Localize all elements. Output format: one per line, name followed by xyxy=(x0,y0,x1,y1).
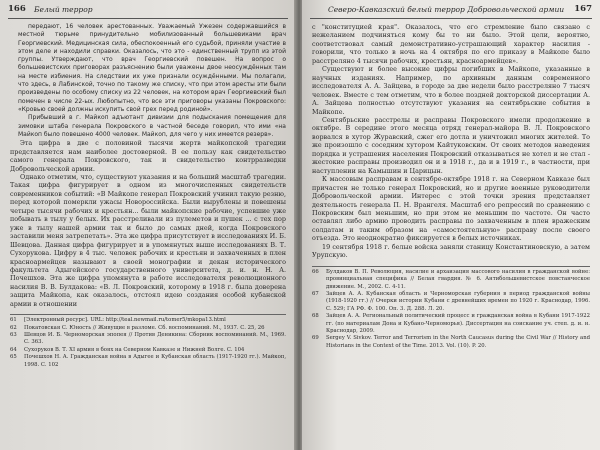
right-page xyxy=(302,0,600,450)
paragraph: Эта цифра в две с половиной тысячи жертв майкопской трагедии представляется нам наиболее достоверной. В ее пользу как свидетельство самого генерала Покровского, так и свидетельство контрразведки Добровольческой армии. xyxy=(10,139,286,173)
footnote-number: 68 xyxy=(312,313,319,320)
footnote xyxy=(312,291,590,313)
footnote-text: Покатовская С. Юность // Живущие в разломе. Сб. воспоминаний. М., 1937. С. 25, 26 xyxy=(24,324,265,331)
left-running-title: Белый террор xyxy=(34,5,93,14)
paragraph: Сентябрьские расстрелы и расправы Покровского имели продолжение в октябре. В середине этого месяца отряд генерал-майора В. Л. Покровского ворвался в хутор Журавский, сжег его дотла и уничтожил многих жителей. То же произошло с соседним хутором Кайтуковским. От своих методов наведения порядка и устрашения населения Покровский отказываться не хотел и не стал - жестокие расправы производил он и в 1918 г., да и в 1919 г., в частности, при наступлении на Камышин и Царицын. xyxy=(312,115,590,175)
left-quote-block xyxy=(18,23,286,139)
paragraph: К массовым расправам в сентябре-октябре 1918 г. на Северном Кавказе был причастен не только генерал Покровский, но и другие военные руководители Добровольческой армии. Интерес с этой точки зрения представляет деятельность генерала П. Н. Врангеля. Масштаб его репрессий по сравнению с Покровским был меньшим, но при этом не меньшим по частоте. Он часто оставлял либо армию проводить расправы по захваченным в плен вражеским солдатам и таким образом на «самостоятельную» расправу после своего отъезда. Это неоднократно фиксируется в белых источниках. xyxy=(312,175,590,243)
footnote-text: Булдаков В. П. Революция, насилие и архаизация массового насилия в гражданской войне: провинциальная специфика // Белая гвардия. № 6. Антибольшевистское повстанческое движение. М., 2002. С. 4-11. xyxy=(326,268,590,290)
right-running-title: Северо-Кавказский белый террор Добровольческой армии xyxy=(328,5,565,14)
footnote-number: 65 xyxy=(10,354,17,361)
footnote xyxy=(10,325,286,332)
footnote xyxy=(10,317,286,324)
left-page-header xyxy=(8,4,288,19)
footnote xyxy=(312,269,590,291)
footnote-number: 64 xyxy=(10,346,17,353)
footnote-number: 62 xyxy=(10,324,17,331)
footnote-number: 63 xyxy=(10,332,17,339)
footnote-number: 67 xyxy=(312,290,319,297)
footnote-text: Сухоруков В. Т. XI армия в боях на Северном Кавказе и Нижней Волге. С. 104 xyxy=(24,346,245,353)
right-page-body xyxy=(302,23,600,350)
right-footnotes xyxy=(312,266,590,350)
paragraph: 19 сентября 1918 г. белые войска заняли станицу Константиновскую, а затем Урупскую. xyxy=(312,242,590,260)
footnote-text: Sergey V. Sivkov. Terror and Terrorism in the North Caucasus during the Civil War // History and Historians in the Context of the Time. 2013. Vol. (10). P. 20. xyxy=(326,335,590,349)
footnote-text: Почешхов Н. А. Гражданская война в Адыгее и Кубанская область (1917-1920 гг.). Майкоп, 1998. С. 102 xyxy=(24,354,286,368)
footnote-text: Зайцев А. А. Кубанская область и Черноморская губерния в период гражданской войны (1918-1920 гг.) // Очерки истории Кубани с древнейших времен по 1920 г. Краснодар, 1996. С. 529; ГА РФ. Ф. 100. Оп. 3. Д. 288. Л. 20. xyxy=(326,290,590,312)
footnote xyxy=(312,335,590,350)
paragraph: с "конституцией края". Оказалось, что его стремление было связано с нежеланием подчиняться кому бы то ни было. Этой цели, вероятно, соответствовал самый демонстративно-устрашающий характер насилия - говорили, что только в ночь на 4 октября по его приказу в Майкопе было расстреляно 4 тысячи рабочих, крестьян, красноармейцев». xyxy=(312,23,590,65)
quote-paragraph: Прибывший в г. Майкоп адъютант дивизии для подыскания помещения для зимовки штаба генерала Покровского в частной беседе говорил, что ими «на Майкоп было повешено 4000 человек. Майкоп, для чего у них имеется резерв». xyxy=(18,114,286,138)
left-page-number: 166 xyxy=(8,4,26,14)
footnote-number: 66 xyxy=(312,268,319,275)
quote-paragraph: передают, 16 человек арестованных. Уважаемый Ужезен содержавшийся в местной тюрьме принудительно мобилизованный большевиками врач Георгиевский. Медицинская сила, обеспокоенный его судьбой, приняли участие в этом деле и находили справки. Оказалось, что это - единственный трупп из этой группы. Утверждают, что врач Георгиевский повешен. На вопрос о большевистских приговорах разъяснению были уважены двое неосуждённых там на месте избиения. На следствии их уже признали осуждёнными. Мы полагали, что здесь, в Лабинской, точно по такому же списку, что при этом аресты эти были произведены по особому списку из 22 человек, на котором врач Георгиевский был помечен в числе 22-ых. Любопытно, что все эти приговоры указаны Покровского: «Кровью своей должны искупить свой грех перед родиной». xyxy=(18,23,286,113)
footnote xyxy=(312,313,590,335)
footnote xyxy=(10,332,286,347)
footnote-text: [Электронный ресурс]. URL: http://teal.newmail.ru/tomer5/mkopa13.html xyxy=(24,317,226,324)
footnote-number: 69 xyxy=(312,335,319,342)
left-page xyxy=(0,0,296,450)
footnote xyxy=(10,354,286,369)
paragraph: Существуют и более высокие цифры погибших в Майкопе, указанные в научных изданиях. Например, по архивным данным современного исследователя А. А. Зайцева, в городе за две недели было расстреляно 7 тысяч человек. Вместе с тем отметим, что в более поздней докторской диссертации А. А. Зайцева полностью отсутствуют указания на сентябрьские события в Майкопе. xyxy=(312,65,590,116)
footnote-text: Шевцов И. Б. Черноморская эпопея // Против Деникина: Сборник воспоминаний. М., 1969. С. 363. xyxy=(24,332,286,346)
right-page-header xyxy=(310,4,592,19)
paragraph: Однако отметим, что, существуют указания и на больший масштаб трагедии. Такая цифра фигурирует в одном из многочисленных свидетельств современников событий: «В Майкопе генерал Покровский учинил такую резню, перед которой померкли ужасы Новороссийска. Были вырублены и повешены четыре тысячи рабочих и крестьян... были майкопские рабочие, успевшие уже побывать в тылу у белых. Их расстреливали из пулеметов и пушек ... с тех пор уже в тылу нашей армии так и было до самых дней, когда Покровского заставили меня затрепетать». Эта же цифра присутствует в исследованиях И. Б. Шевцова. Данная цифра фигурирует и в упомянутых выше исследованиях В. Т. Сухорукова. Цифру в 4 тыс. человек рабочих и крестьян и захваченных в плен красноармейцев называют в своей монографии и декан исторического факультета Адыгейского государственного университета, д. и. н. Н. А. Почешхов. Эта же цифра упомянута в работе исследователя революционного насилия В. В. Булдакова: «В. Л. Покровский, которому в 1918 г. была доверена защита Майкопа, как оказалось, отстоял идею создания особой кубанской армии в отношении xyxy=(10,172,286,308)
right-page-number: 167 xyxy=(574,4,592,14)
left-footnotes xyxy=(10,314,286,369)
footnote-text: Зайцев А. А. Региональный политический процесс и гражданская война в Кубани 1917-1922 гг. (по материалам Дона и Кубано-Черноморья). Диссертация на соискание уч. степ. д. и. н. Краснодар, 2009. xyxy=(326,313,590,334)
footnote-number: 61 xyxy=(10,317,17,324)
left-page-body xyxy=(0,23,296,369)
